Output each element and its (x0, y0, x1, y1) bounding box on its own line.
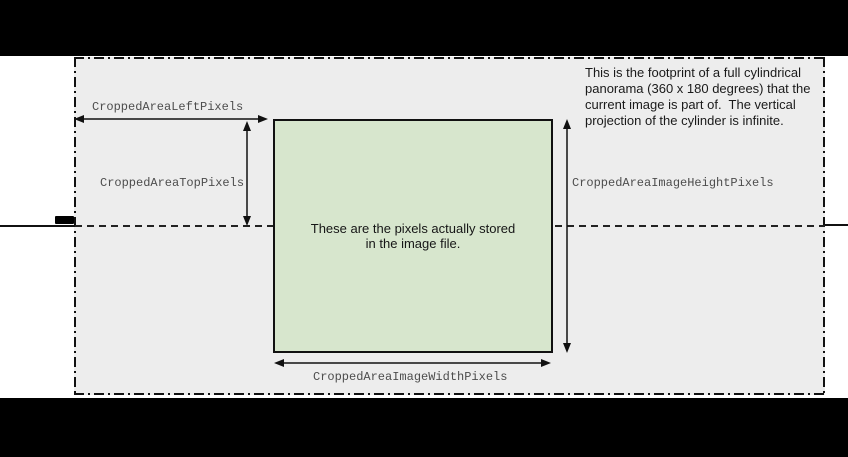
footprint-note-line: panorama (360 x 180 degrees) that the (585, 81, 811, 96)
panorama-border-top (74, 57, 825, 59)
footprint-note-line: current image is part of. The vertical (585, 97, 796, 112)
horizon-line-solid-left (0, 225, 75, 227)
image-height-arrow (561, 119, 573, 353)
horizon-line-solid-right (825, 224, 848, 226)
top-pixels-arrow (241, 121, 253, 226)
image-edge-marker (55, 216, 74, 224)
cropped-area-text-line: These are the pixels actually stored (310, 221, 516, 236)
left-pixels-arrow (74, 113, 268, 125)
cropped-area-top-pixels-label: CroppedAreaTopPixels (100, 176, 245, 190)
cropped-area-image-width-pixels-label: CroppedAreaImageWidthPixels (313, 370, 508, 384)
cropped-area-image-height-pixels-label: CroppedAreaImageHeightPixels (572, 176, 774, 190)
panorama-border-bottom (74, 393, 825, 395)
cropped-area-box (273, 119, 553, 353)
letterbox-top (0, 0, 848, 56)
footprint-note (585, 65, 830, 129)
image-width-arrow (274, 357, 551, 369)
horizon-line-dashed-right (555, 225, 825, 227)
cropped-area-text-line: in the image file. (365, 236, 461, 251)
footprint-note-line: projection of the cylinder is infinite. (585, 113, 784, 128)
footprint-note-line: This is the footprint of a full cylindrical (585, 65, 802, 80)
letterbox-bottom (0, 398, 848, 457)
cropped-area-left-pixels-label: CroppedAreaLeftPixels (92, 100, 244, 114)
